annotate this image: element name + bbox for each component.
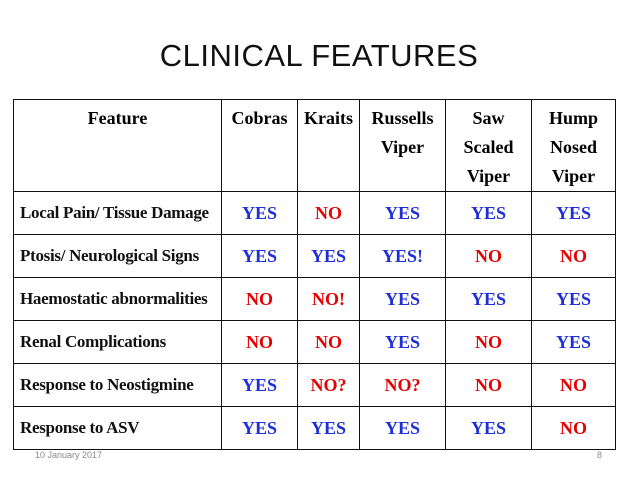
cell-value: YES (360, 407, 446, 450)
cell-value: YES (446, 192, 532, 235)
header-saw-scaled-viper (446, 100, 532, 192)
header-kraits (298, 100, 360, 192)
header-russells-viper (360, 100, 446, 192)
header-kraits-line-1: Kraits (304, 108, 353, 128)
cell-value: NO (298, 192, 360, 235)
row-label: Response to Neostigmine (14, 364, 222, 407)
cell-value: YES (222, 407, 298, 450)
slide-title: CLINICAL FEATURES (159, 38, 479, 73)
page-number: 8 (596, 450, 602, 460)
cell-value: NO (222, 321, 298, 364)
header-hump-nosed-viper-line-1: Hump (548, 108, 599, 128)
table-row (14, 407, 616, 450)
cell-value: NO! (298, 278, 360, 321)
table-row (14, 321, 616, 364)
header-cobras (222, 100, 298, 192)
cell-value: NO (446, 235, 532, 278)
header-russells-viper-line-2: Viper (380, 137, 425, 157)
cell-value: YES (532, 321, 616, 364)
cell-value: YES (298, 407, 360, 450)
row-label: Response to ASV (14, 407, 222, 450)
header-russells-viper-line-1: Russells (371, 108, 434, 128)
cell-value: NO (446, 321, 532, 364)
row-label: Ptosis/ Neurological Signs (14, 235, 222, 278)
table-row (14, 235, 616, 278)
header-saw-scaled-viper-line-3: Viper (466, 166, 511, 186)
cell-value: YES (360, 192, 446, 235)
header-hump-nosed-viper-line-3: Viper (551, 166, 596, 186)
header-hump-nosed-viper (532, 100, 616, 192)
table-row (14, 192, 616, 235)
cell-value: NO (532, 235, 616, 278)
cell-value: YES (222, 192, 298, 235)
header-saw-scaled-viper-line-1: Saw (472, 108, 505, 128)
cell-value: YES (446, 407, 532, 450)
cell-value: NO (222, 278, 298, 321)
cell-value: YES (446, 278, 532, 321)
cell-value: NO (532, 407, 616, 450)
header-cobras-line-1: Cobras (231, 108, 288, 128)
cell-value: NO? (298, 364, 360, 407)
table-row (14, 364, 616, 407)
header-feature: Feature (14, 100, 222, 192)
header-saw-scaled-viper-line-2: Scaled (463, 137, 514, 157)
header-hump-nosed-viper-line-2: Nosed (549, 137, 597, 157)
cell-value: NO? (360, 364, 446, 407)
table-header-row (14, 100, 616, 192)
row-label: Renal Complications (14, 321, 222, 364)
cell-value: YES (222, 235, 298, 278)
row-label: Haemostatic abnormalities (14, 278, 222, 321)
clinical-features-table (13, 99, 616, 450)
cell-value: NO (446, 364, 532, 407)
cell-value: YES (222, 364, 298, 407)
cell-value: YES (298, 235, 360, 278)
cell-value: YES (360, 278, 446, 321)
cell-value: NO (298, 321, 360, 364)
cell-value: YES (360, 321, 446, 364)
cell-value: NO (532, 364, 616, 407)
table-row (14, 278, 616, 321)
footer-date: 10 January 2017 (35, 450, 103, 460)
cell-value: YES (532, 192, 616, 235)
row-label: Local Pain/ Tissue Damage (14, 192, 222, 235)
cell-value: YES! (360, 235, 446, 278)
cell-value: YES (532, 278, 616, 321)
